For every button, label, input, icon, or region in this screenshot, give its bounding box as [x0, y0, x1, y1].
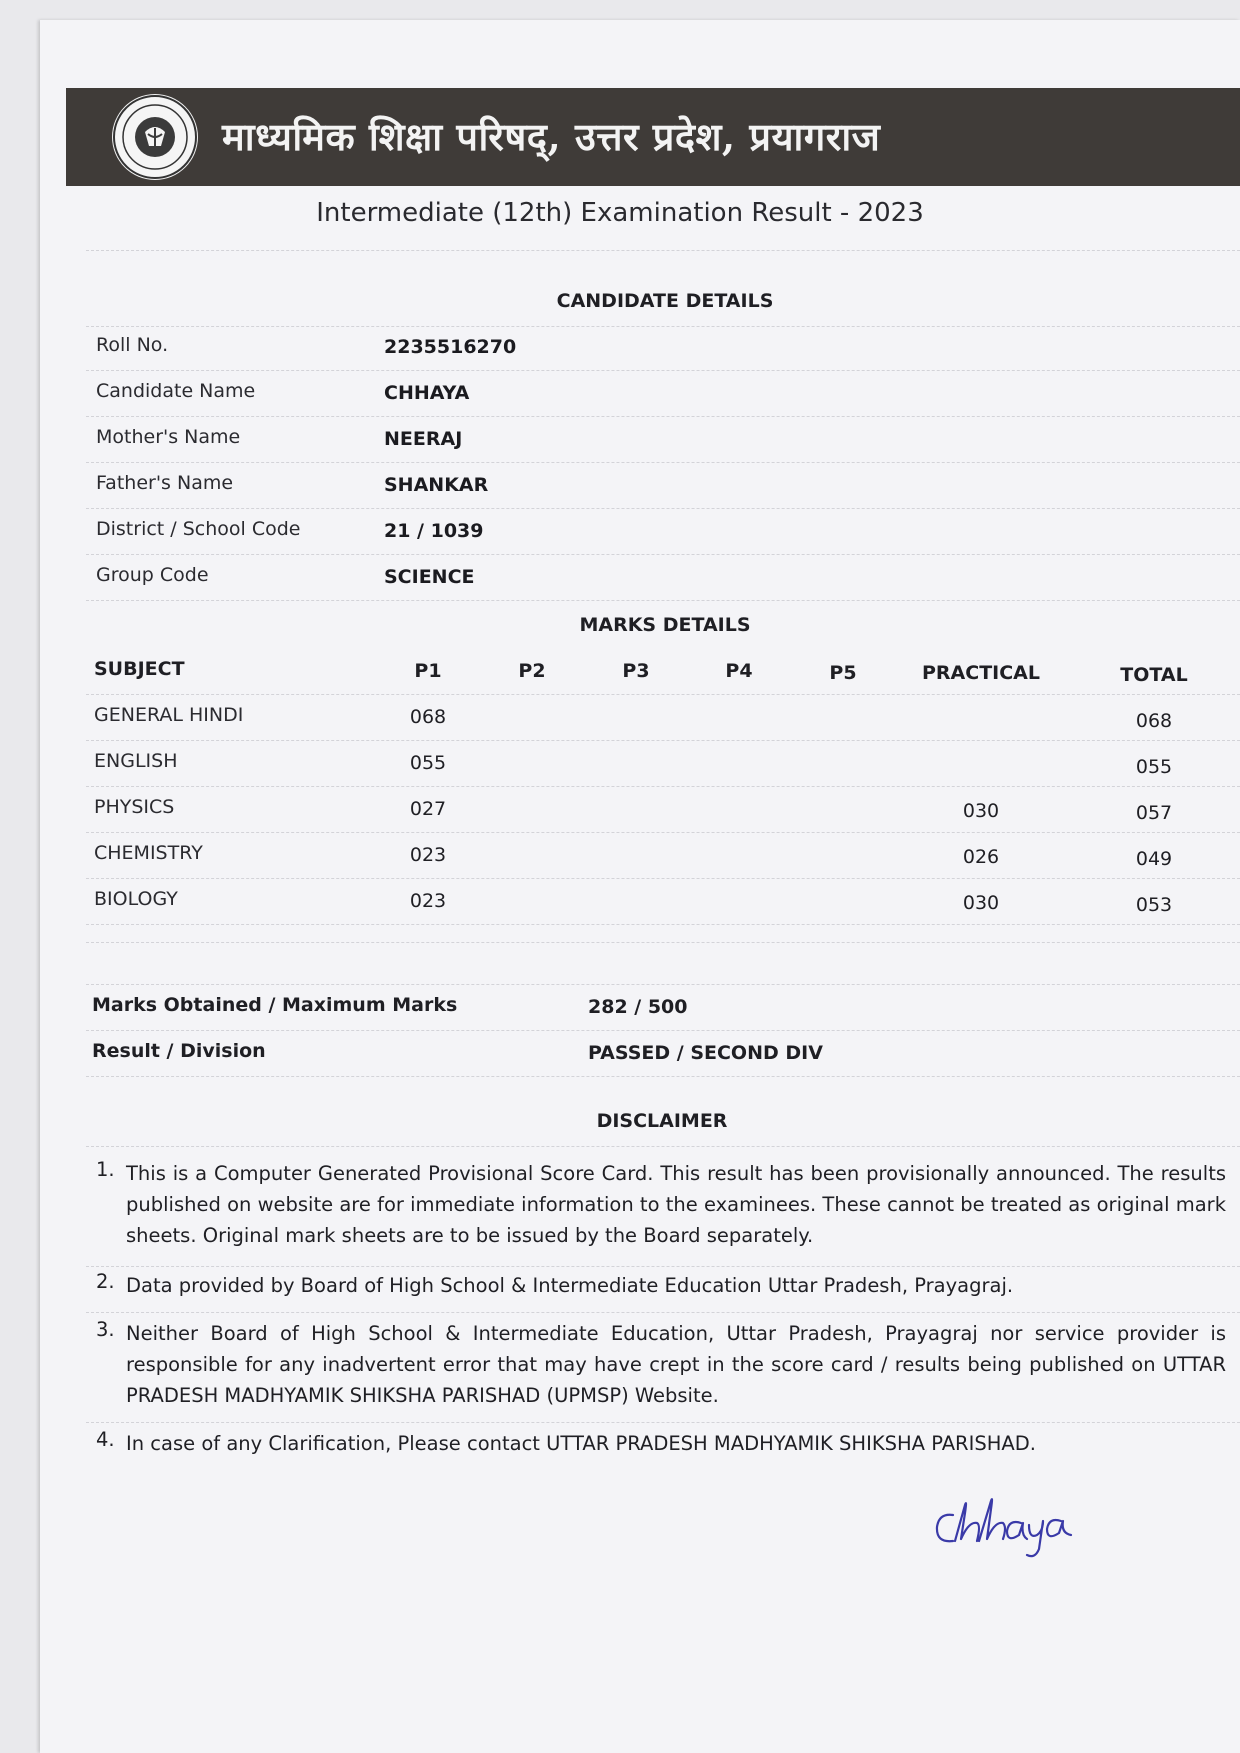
disclaimer-number: 4. — [96, 1428, 115, 1451]
candidate-name-label: Candidate Name — [96, 380, 256, 402]
p1-mark: 023 — [409, 890, 447, 912]
col-p4: P4 — [725, 660, 753, 682]
total-mark: 068 — [1135, 710, 1173, 732]
mother-name-label: Mother's Name — [96, 426, 241, 448]
col-p2: P2 — [518, 660, 546, 682]
disclaimer-heading: DISCLAIMER — [596, 1110, 728, 1132]
divider — [86, 786, 1240, 787]
practical-mark: 030 — [962, 892, 1000, 914]
divider — [86, 942, 1240, 943]
divider — [86, 984, 1240, 985]
p1-mark: 023 — [409, 844, 447, 866]
total-mark: 055 — [1135, 756, 1173, 778]
divider — [86, 1312, 1240, 1313]
board-name-hindi: माध्यमिक शिक्षा परिषद्, उत्तर प्रदेश, प्रयागराज — [222, 114, 881, 159]
col-total: TOTAL — [1120, 664, 1188, 686]
disclaimer-item: Neither Board of High School & Intermediate Education, Uttar Pradesh, Prayagraj nor service provider is responsible for any inadvertent error that may have crept in the score card / results being published on UTTAR PRADESH MADHYAMIK SHIKSHA PARISHAD (UPMSP) Website. — [126, 1322, 1226, 1407]
group-code-value: SCIENCE — [384, 566, 475, 588]
total-mark: 049 — [1135, 848, 1173, 870]
divider — [86, 740, 1240, 741]
total-mark: 057 — [1135, 802, 1173, 824]
candidate-details-heading: CANDIDATE DETAILS — [556, 290, 774, 312]
board-seal-icon — [112, 94, 198, 180]
col-p3: P3 — [622, 660, 650, 682]
divider — [86, 508, 1240, 509]
divider — [86, 462, 1240, 463]
total-mark: 053 — [1135, 894, 1173, 916]
disclaimer-number: 2. — [96, 1270, 115, 1293]
divider — [86, 1146, 1240, 1147]
p1-mark: 027 — [409, 798, 447, 820]
exam-title: Intermediate (12th) Examination Result - 2023 — [316, 198, 924, 228]
practical-mark: 030 — [962, 800, 1000, 822]
marks-details-heading: MARKS DETAILS — [579, 614, 751, 636]
disclaimer-item: In case of any Clarification, Please contact UTTAR PRADESH MADHYAMIK SHIKSHA PARISHAD. — [126, 1432, 1036, 1455]
divider — [86, 1030, 1240, 1031]
subject-name: ENGLISH — [94, 750, 178, 772]
divider — [86, 554, 1240, 555]
father-name-value: SHANKAR — [384, 474, 489, 496]
disclaimer-item: This is a Computer Generated Provisional Score Card. This result has been provisionally announced. The results published on website are for immediate information to the examinees. These cannot be treated as original mark sheets. Original mark sheets are to be issued by the Board separately. — [126, 1162, 1226, 1247]
marks-obtained-value: 282 / 500 — [588, 996, 688, 1018]
result-division-label: Result / Division — [92, 1040, 266, 1062]
p1-mark: 068 — [409, 706, 447, 728]
disclaimer-item: Data provided by Board of High School & Intermediate Education Uttar Pradesh, Prayagraj. — [126, 1274, 1014, 1297]
subject-name: CHEMISTRY — [94, 842, 203, 864]
district-school-code-value: 21 / 1039 — [384, 520, 484, 542]
divider — [86, 250, 1240, 251]
divider — [86, 832, 1240, 833]
roll-no-label: Roll No. — [96, 334, 169, 356]
divider — [86, 878, 1240, 879]
divider — [86, 924, 1240, 925]
subject-name: GENERAL HINDI — [94, 704, 244, 726]
disclaimer-number: 1. — [96, 1158, 115, 1181]
group-code-label: Group Code — [96, 564, 209, 586]
divider — [86, 416, 1240, 417]
divider — [86, 1266, 1240, 1267]
col-practical: PRACTICAL — [922, 662, 1040, 684]
roll-no-value: 2235516270 — [384, 336, 517, 358]
mother-name-value: NEERAJ — [384, 428, 463, 450]
divider — [86, 326, 1240, 327]
practical-mark: 026 — [962, 846, 1000, 868]
divider — [86, 600, 1240, 601]
col-p1: P1 — [414, 660, 442, 682]
candidate-signature — [925, 1465, 1085, 1560]
result-division-value: PASSED / SECOND DIV — [588, 1042, 823, 1064]
subject-name: BIOLOGY — [94, 888, 178, 910]
subject-name: PHYSICS — [94, 796, 175, 818]
candidate-name-value: CHHAYA — [384, 382, 470, 404]
marks-obtained-label: Marks Obtained / Maximum Marks — [92, 994, 458, 1016]
col-p5: P5 — [829, 662, 857, 684]
district-school-code-label: District / School Code — [96, 518, 301, 540]
p1-mark: 055 — [409, 752, 447, 774]
divider — [86, 370, 1240, 371]
divider — [86, 694, 1240, 695]
col-subject: SUBJECT — [94, 658, 185, 680]
father-name-label: Father's Name — [96, 472, 234, 494]
disclaimer-number: 3. — [96, 1318, 115, 1341]
divider — [86, 1076, 1240, 1077]
divider — [86, 1422, 1240, 1423]
